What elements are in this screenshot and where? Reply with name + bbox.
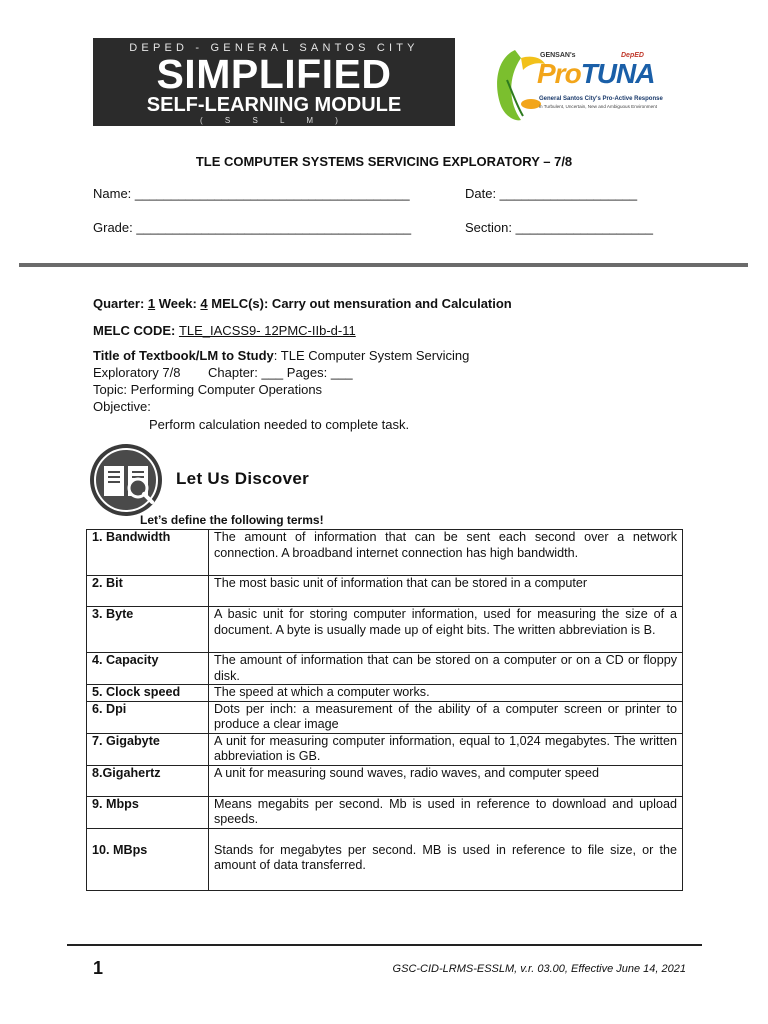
- module-title: TLE COMPUTER SYSTEMS SERVICING EXPLORATORY – 7/8: [195, 154, 573, 169]
- week-value: 4: [200, 296, 208, 311]
- melc-code-value: TLE_IACSS9- 12PMC-IIb-d-11: [178, 323, 356, 338]
- header-divider: [19, 263, 748, 267]
- footer-divider: [67, 944, 702, 946]
- melc-code-label: MELC CODE:: [93, 323, 179, 338]
- table-row: [87, 796, 683, 828]
- objective-label: Objective:: [93, 399, 151, 414]
- grade-field[interactable]: Grade: ______________________________________: [93, 220, 412, 235]
- section-field[interactable]: Section: ___________________: [465, 220, 653, 235]
- textbook-line: [93, 348, 469, 363]
- objective-text: Perform calculation needed to complete task.: [149, 417, 410, 432]
- book-magnifier-icon: [86, 442, 168, 518]
- term-cell: 6. Dpi: [87, 701, 209, 733]
- table-row: [87, 607, 683, 653]
- definition-cell: A basic unit for storing computer information, used for measuring the size of a document. A byte is usually made up of eight bits. The written abbreviation is B.: [209, 607, 683, 653]
- quarter-value: 1: [147, 296, 156, 311]
- date-field[interactable]: Date: ___________________: [465, 186, 638, 201]
- quarter-week-melc: [93, 296, 512, 311]
- definition-cell: The speed at which a computer works.: [209, 685, 683, 702]
- term-cell: 8.Gigahertz: [87, 765, 209, 796]
- definition-cell: Dots per inch: a measurement of the ability of a computer screen or printer to produce a clear image: [209, 701, 683, 733]
- table-row: [87, 685, 683, 702]
- banner-abbr-text: ( S S L M ): [200, 116, 348, 125]
- term-cell: 7. Gigabyte: [87, 733, 209, 765]
- definition-cell: A unit for measuring sound waves, radio waves, and computer speed: [209, 765, 683, 796]
- term-cell: 1. Bandwidth: [87, 530, 209, 576]
- logo-tagline-sub: in Turbulent, Uncertain, New and Ambiguous Environment: [539, 104, 657, 109]
- table-row: [87, 530, 683, 576]
- sslm-banner: [93, 38, 455, 126]
- logo-wordmark-tuna: TUNA: [580, 58, 655, 89]
- banner-main-text: SIMPLIFIED: [156, 51, 392, 97]
- banner-top-text: DEPED - GENERAL SANTOS CITY: [129, 42, 419, 54]
- definition-cell: A unit for measuring computer information, equal to 1,024 megabytes. The written abbreviation is GB.: [209, 733, 683, 765]
- terms-table: [86, 529, 683, 891]
- melc-label: MELC(s): Carry out mensuration and Calculation: [207, 296, 512, 311]
- definition-cell: The amount of information that can be stored on a computer or on a CD or floppy disk.: [209, 653, 683, 685]
- term-cell: 5. Clock speed: [87, 685, 209, 702]
- banner-sub-text: SELF-LEARNING MODULE: [146, 94, 402, 116]
- chapter-pages-line: Chapter: ___ Pages: ___: [208, 365, 353, 380]
- table-row: [87, 576, 683, 607]
- definition-cell: Means megabits per second. Mb is used in reference to download and upload speeds.: [209, 796, 683, 828]
- definition-cell: Stands for megabytes per second. MB is used in reference to file size, or the amount of data transferred.: [209, 828, 683, 890]
- term-cell: 3. Byte: [87, 607, 209, 653]
- deped-mark: DepED: [621, 52, 644, 59]
- logo-wordmark: [537, 58, 654, 90]
- table-row: [87, 653, 683, 685]
- term-cell: 10. MBps: [87, 828, 209, 890]
- logo-tagline: General Santos City's Pro-Active Response: [539, 96, 663, 102]
- table-row: [87, 733, 683, 765]
- table-row: [87, 765, 683, 796]
- term-cell: 4. Capacity: [87, 653, 209, 685]
- textbook-value: : TLE Computer System Servicing: [273, 348, 470, 363]
- exploratory-line: Exploratory 7/8: [93, 365, 181, 380]
- terms-intro: Let’s define the following terms!: [140, 513, 324, 527]
- week-label: Week:: [155, 296, 201, 311]
- table-row: [87, 701, 683, 733]
- table-row: [87, 828, 683, 890]
- discover-heading: Let Us Discover: [176, 469, 309, 488]
- term-cell: 2. Bit: [87, 576, 209, 607]
- name-field[interactable]: Name: ______________________________________: [93, 186, 410, 201]
- footer-code: GSC-CID-LRMS-ESSLM, v.r. 03.00, Effective June 14, 2021: [392, 963, 686, 975]
- protuna-logo: [487, 42, 677, 126]
- logo-prefix: GENSAN's: [540, 52, 576, 59]
- definition-cell: The most basic unit of information that can be stored in a computer: [209, 576, 683, 607]
- page-number: 1: [93, 958, 104, 978]
- quarter-label: Quarter:: [93, 296, 148, 311]
- topic-line: Topic: Performing Computer Operations: [93, 382, 323, 397]
- definition-cell: The amount of information that can be sent each second over a network connection. A broadband internet connection has high bandwidth.: [209, 530, 683, 576]
- melc-code-line: [93, 323, 356, 338]
- logo-wordmark-pro: Pro: [537, 58, 581, 89]
- textbook-label: Title of Textbook/LM to Study: [93, 348, 274, 363]
- term-cell: 9. Mbps: [87, 796, 209, 828]
